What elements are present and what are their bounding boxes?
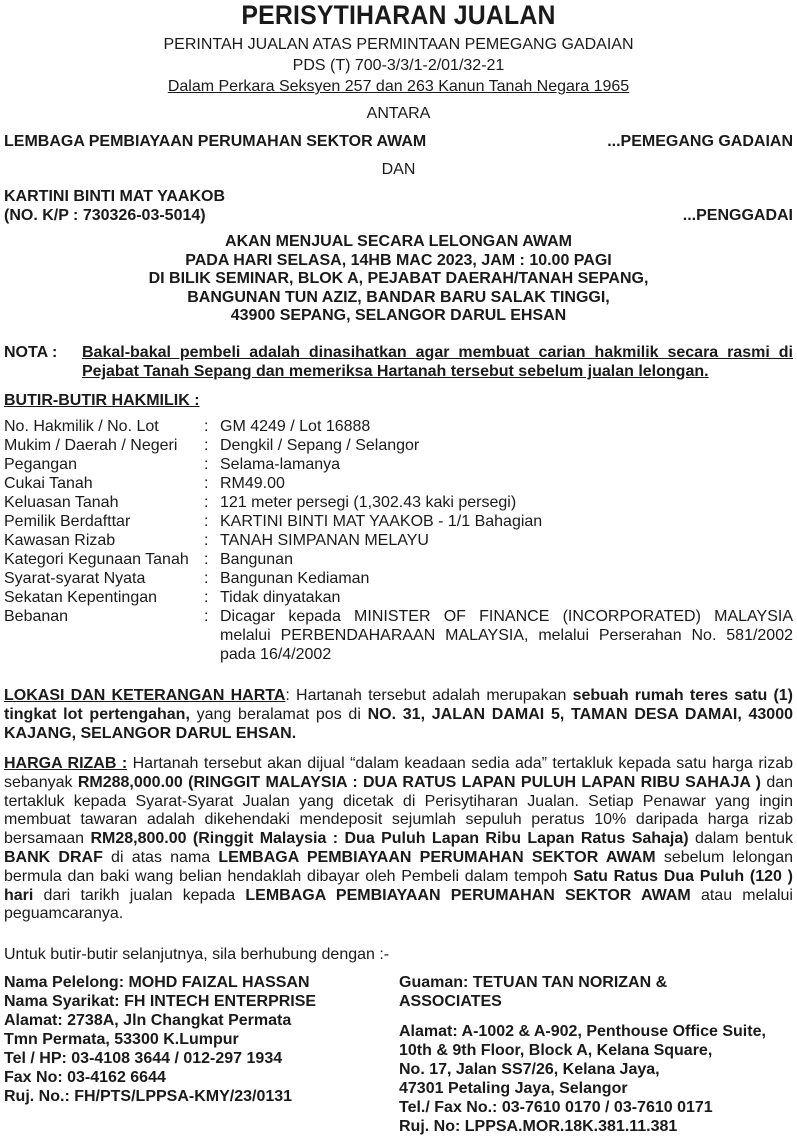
harga-heading: HARGA RIZAB : [4,755,128,772]
property-value: RM49.00 [220,475,285,492]
auction-line: BANGUNAN TUN AZIZ, BANDAR BARU SALAK TINGGI, [187,288,610,306]
reference-number: PDS (T) 700-3/3/1-2/01/32-21 [292,57,505,74]
lawyer-line: Tel./ Fax No.: 03-7610 0170 / 03-7610 0171 [399,1099,713,1116]
property-row: Mukim / Daerah / Negeri : Dengkil / Sepang / Selangor [4,436,793,455]
lokasi-address: NO. 31, JALAN DAMAI 5, TAMAN DESA DAMAI, 43000 KAJANG, SELANGOR DARUL EHSAN. [4,705,793,742]
harga-text: dan tertakluk kepada Syarat-Syarat Jualan yang dicetak di Perisytiharan Jualan. Setiap Penawar yang ingin membuat tawaran adalah dikehendaki mendeposit sejumlah sepuluh peratus 10% daripada harga rizab bersamaan [4,773,794,848]
deposit-amount: RM28,800.00 (Ringgit Malaysia : Dua Puluh Lapan Ribu Lapan Ratus Sahaja) [90,830,689,848]
auction-line: DI BILIK SEMINAR, BLOK A, PEJABAT DAERAH/TANAH SEPANG, [148,270,649,287]
chargor-row [4,206,793,225]
property-value: Tidak dinyatakan [220,589,341,606]
lawyer-line: No. 17, Jalan SS7/26, Kelana Jaya, [399,1061,660,1078]
payment-period: Satu Ratus Dua Puluh (120 ) hari [4,867,793,904]
auctioneer-line: Nama Pelelong: MOHD FAIZAL HASSAN [4,974,310,991]
further-info: Untuk butir-butir selanjutnya, sila berhubung dengan :- [4,946,390,963]
chargor-role: ...PENGGADAI [682,207,793,224]
chargee-name: LEMBAGA PEMBIAYAAN PERUMAHAN SEKTOR AWAM [4,133,427,150]
harga-text: sebelum lelongan bermula dan baki wang belian hendaklah dibayar oleh Pembeli dalam tempoh [4,848,793,885]
nota-label: NOTA : [4,344,58,361]
auction-block [4,233,793,326]
nota-text: Bakal-bakal pembeli adalah dinasihatkan agar membuat carian hakmilik secara rasmi di Pejabat Tanah Sepang dan memeriksa Hartanah tersebut sebelum jualan lelongan [82,344,793,380]
lokasi-text: yang beralamat pos di [189,705,368,723]
property-value: Selama-lamanya [220,456,341,473]
chargor-name: KARTINI BINTI MAT YAAKOB [4,188,226,205]
property-row: Pegangan : Selama-lamanya [4,455,793,474]
lawyer-line: 47301 Petaling Jaya, Selangor [399,1080,628,1097]
property-value: TANAH SIMPANAN MELAYU [220,532,429,549]
lokasi-heading: LOKASI DAN KETERANGAN HARTA [4,687,286,704]
payment-method: BANK DRAF [4,848,103,866]
property-key: No. Hakmilik / No. Lot [4,418,159,435]
auction-line: AKAN MENJUAL SECARA LELONGAN AWAM [225,233,572,250]
harga-text: Hartanah tersebut akan dijual “dalam keadaan sedia ada” tertakluk kepada satu harga rizab sebanyak [4,755,793,791]
property-value: Bangunan Kediaman [220,570,370,587]
subtitle: PERINTAH JUALAN ATAS PERMINTAAN PEMEGANG GADAIAN [163,36,634,53]
chargee-row [4,132,793,151]
property-value: Dengkil / Sepang / Selangor [220,437,420,454]
harga-text: dari tarikh jualan kepada [33,886,246,904]
auctioneer-line: Alamat: 2738A, Jln Changkat Permata [4,1012,292,1029]
auctioneer-line: Fax No: 03-4162 6644 [4,1069,166,1086]
lokasi-text: : Hartanah tersebut adalah merupakan [285,687,573,704]
chargee-role: ...PEMEGANG GADAIAN [607,133,793,150]
lokasi-property-type: sebuah rumah teres satu (1) tingkat lot pertengahan, [4,687,793,723]
property-key: Bebanan [4,608,69,625]
property-row: Cukai Tanah : RM49.00 [4,474,793,493]
lawyer-line: ASSOCIATES [399,993,502,1010]
property-row: Keluasan Tanah : 121 meter persegi (1,302.43 kaki persegi) [4,493,793,512]
auctioneer-line: Nama Syarikat: FH INTECH ENTERPRISE [4,993,317,1010]
lawyer-line: Alamat: A-1002 & A-902, Penthouse Office Suite, [399,1023,766,1040]
payee-name: LEMBAGA PEMBIAYAAN PERUMAHAN SEKTOR AWAM [245,886,691,904]
auctioneer-line: Ruj. No.: FH/PTS/LPPSA-KMY/23/0131 [4,1088,293,1105]
lawyer-line: Guaman: TETUAN TAN NORIZAN & [399,974,668,991]
auction-line: PADA HARI SELASA, 14HB MAC 2023, JAM : 10.00 PAGI [185,251,612,269]
property-value: Dicagar kepada MINISTER OF FINANCE (INCORPORATED) MALAYSIA melalui PERBENDAHARAAN MALAYSIA, melalui Perserahan No. 581/2002 pada 16/4/2002 [220,608,793,663]
butir-heading: BUTIR-BUTIR HAKMILIK : [4,392,200,409]
property-key: Keluasan Tanah [4,494,119,511]
property-key: Pegangan [4,456,77,473]
harga-text: atau melalui peguamcaranya. [4,886,793,923]
property-key: Cukai Tanah [4,475,93,492]
property-key: Kategori Kegunaan Tanah [4,551,189,568]
dan-label: DAN [381,161,416,178]
property-row: Kawasan Rizab : TANAH SIMPANAN MELAYU [4,531,793,550]
legal-section: Dalam Perkara Seksyen 257 dan 263 Kanun Tanah Negara 1965 [167,78,630,95]
chargor-ic: (NO. K/P : 730326-03-5014) [4,207,206,224]
property-key: Kawasan Rizab [4,532,116,549]
property-row: Syarat-syarat Nyata : Bangunan Kediaman [4,569,793,588]
property-key: Pemilik Berdafttar [4,513,131,530]
harga-paragraph [4,755,793,924]
property-value: KARTINI BINTI MAT YAAKOB - 1/1 Bahagian [220,513,543,530]
property-row: Pemilik Berdafttar : KARTINI BINTI MAT YAAKOB - 1/1 Bahagian [4,512,793,531]
property-row: No. Hakmilik / No. Lot : GM 4249 / Lot 16888 [4,417,793,436]
property-value: GM 4249 / Lot 16888 [220,418,371,435]
lokasi-paragraph [4,687,793,743]
reserve-price: RM288,000.00 (RINGGIT MALAYSIA : DUA RATUS LAPAN PULUH LAPAN RIBU SAHAJA ) [77,773,761,791]
auctioneer-line: Tmn Permata, 53300 K.Lumpur [4,1031,239,1048]
property-value: Bangunan [220,551,293,568]
property-details [4,417,793,664]
auctioneer-line: Tel / HP: 03-4108 3644 / 012-297 1934 [4,1050,283,1067]
property-key: Sekatan Kepentingan [4,589,158,606]
document-title: PERISYTIHARAN JUALAN [241,0,556,30]
property-row: Bebanan : Dicagar kepada MINISTER OF FINANCE (INCORPORATED) MALAYSIA melalui PERBENDAHARAAN MALAYSIA, melalui Perserahan No. 581/2002 pada 16/4/2002 [4,608,793,663]
nota-block: NOTA : Bakal-bakal pembeli adalah dinasihatkan agar membuat carian hakmilik secara rasmi di Pejabat Tanah Sepang dan memeriksa Hartanah tersebut sebelum jualan lelongan. [4,344,793,380]
auctioneer-contact [4,973,399,1136]
harga-text: dalam bentuk [688,830,793,848]
contacts-block [4,973,793,1136]
antara-label: ANTARA [366,105,431,122]
auction-line: 43900 SEPANG, SELANGOR DARUL EHSAN [230,307,567,324]
property-value: 121 meter persegi (1,302.43 kaki persegi) [220,494,517,511]
property-key: Mukim / Daerah / Negeri [4,437,178,454]
lawyer-contact [399,973,793,1136]
lawyer-line: Ruj. No: LPPSA.MOR.18K.381.11.381 [399,1118,678,1135]
property-row: Kategori Kegunaan Tanah : Bangunan [4,550,793,569]
property-row: Sekatan Kepentingan : Tidak dinyatakan [4,588,793,607]
lawyer-line: 10th & 9th Floor, Block A, Kelana Square, [399,1042,713,1059]
property-key: Syarat-syarat Nyata [4,570,146,587]
harga-text: di atas nama [102,848,219,866]
payee-name: LEMBAGA PEMBIAYAAN PERUMAHAN SEKTOR AWAM [218,848,656,866]
